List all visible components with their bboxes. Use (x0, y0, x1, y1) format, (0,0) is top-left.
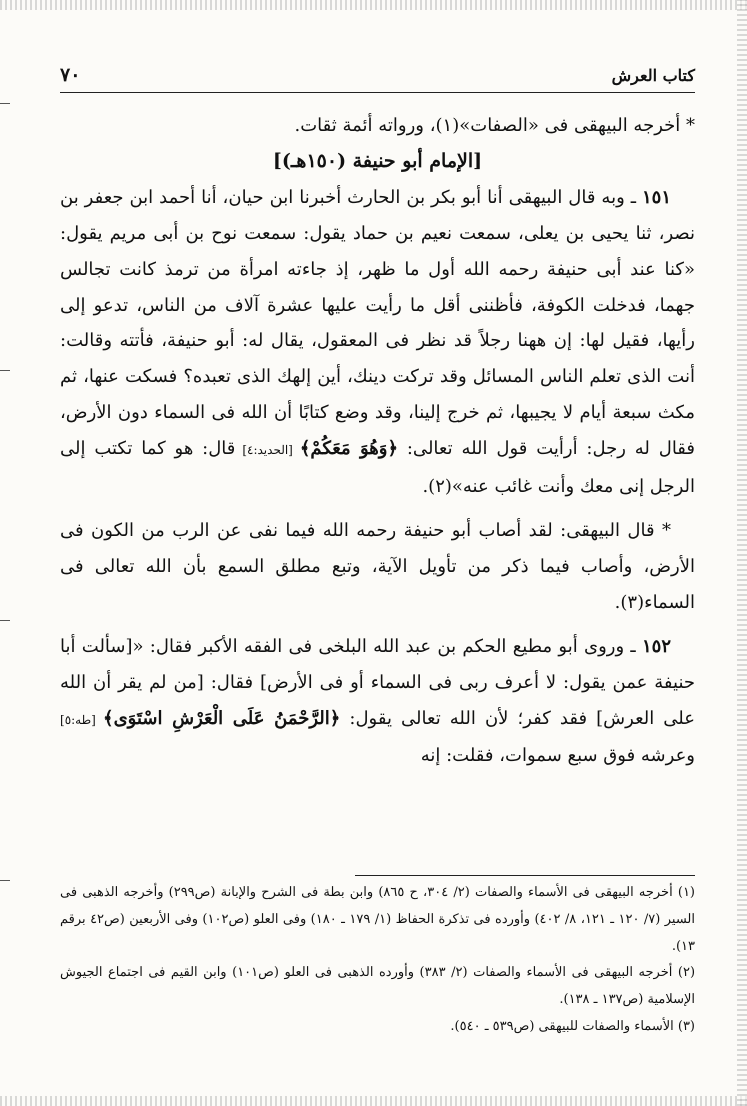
footnote-2: (٢) أخرجه البيهقى فى الأسماء والصفات (٢/ ٣٨٣) وأورده الذهبى فى العلو (ص١٠١) وابن القيم فى اجتماع الجيوش الإسلامية (ص١٣٧ ـ ١٣٨). (60, 965, 696, 1008)
page-body (60, 108, 695, 774)
star-icon: * (686, 115, 695, 136)
footnote-1: (١) أخرجه البيهقى فى الأسماء والصفات (٢/ ٣٠٤، ح ٨٦٥) وابن بطة فى الشرح والإبانة (ص٢٩٩) وأخرجه الذهبى فى السير (٧/ ١٢٠ ـ ١٢١، ٨/ ٤٠٢) وأورده فى تذكرة الحفاظ (١/ ١٧٩ ـ ١٨٠) وفى العلو (ص١٠٢) وفى الأربعين (ص٤٢ برقم ١٣). (60, 885, 695, 954)
scan-tick (0, 620, 10, 621)
quran-verse: ﴿وَهُوَ مَعَكُمْ﴾ (299, 438, 399, 460)
item-number: ١٥٢ (641, 635, 671, 657)
book-title: كتاب العرش (611, 66, 695, 85)
footnote-separator (355, 875, 695, 876)
item-number: ١٥١ (641, 186, 671, 208)
page-header (60, 62, 695, 93)
footnotes (60, 880, 695, 1041)
comment-paragraph: * قال البيهقى: لقد أصاب أبو حنيفة رحمه الله فيما نفى عن الرب من الكون فى الأرض، وأصاب فيما ذكر من تأويل الآية، وتبع مطلق السمع بأن الله تعالى فى السماء(٣). (60, 519, 695, 613)
page-border-right (737, 0, 747, 1106)
page-border-bottom (0, 1096, 747, 1106)
verse-reference: [طه:٥] (60, 712, 104, 727)
section-heading: [الإمام أبو حنيفة (١٥٠هـ)] (272, 149, 483, 172)
star-icon: * (661, 519, 671, 541)
paragraph-152: ١٥٢ ـ وروى أبو مطيع الحكم بن عبد الله البلخى فى الفقه الأكبر فقال: «[سألت أبا حنيفة عمن يقول: لا أعرف ربى فى السماء أو فى الأرض] فقال: [من لم يقر أن الله على العرش] فقد كفر؛ لأن الله تعالى يقول: ﴿الرَّحْمَنُ عَلَى الْعَرْشِ اسْتَوَى﴾ [طه:٥] وعرشه فوق سبع سموات، فقلت: إنه (60, 635, 696, 767)
paragraph-151: ١٥١ ـ وبه قال البيهقى أنا أبو بكر بن الحارث أخبرنا ابن حيان، أنا أحمد ابن جعفر بن نصر، ثنا يحيى بن يعلى، سمعت نعيم بن حماد يقول: سمعت نوح بن أبى مريم يقول: «كنا عند أبى حنيفة رحمه الله أول ما ظهر، إذ جاءته امرأة من ترمذ كانت تجالس جهما، فدخلت الكوفة، فأظننى أقل ما رأيت عليها عشرة آلاف من الناس، تدعو إلى رأيها، فقيل لها: إن ههنا رجلاً قد نظر فى المعقول، يقال له: أبو حنيفة، فأتته وقالت: أنت الذى تعلم الناس المسائل وقد تركت دينك، أين إلهك الذى تعبده؟ فسكت عنها، ثم مكث سبعة أيام لا يجيبها، ثم خرج إلينا، وقد وضع كتابًا أن الله فى السماء دون الأرض، فقال له رجل: أرأيت قول الله تعالى: ﴿وَهُوَ مَعَكُمْ﴾ [الحديد:٤] قال: هو كما تكتب إلى الرجل إنى معك وأنت غائب عنه»(٢). (60, 186, 696, 498)
scan-tick (0, 370, 10, 371)
quran-verse: ﴿الرَّحْمَنُ عَلَى الْعَرْشِ اسْتَوَى﴾ (103, 707, 341, 729)
takhrij-line: * أخرجه البيهقى فى «الصفات»(١)، ورواته أئمة ثقات. (294, 115, 695, 136)
scan-tick (0, 103, 10, 104)
verse-reference: [الحديد:٤] (235, 443, 300, 458)
page-number: ٧٠ (60, 64, 81, 86)
scan-tick (0, 880, 10, 881)
page-border-top (0, 0, 747, 10)
footnote-3: (٣) الأسماء والصفات للبيهقى (ص٥٣٩ ـ ٥٤٠). (450, 1018, 695, 1034)
